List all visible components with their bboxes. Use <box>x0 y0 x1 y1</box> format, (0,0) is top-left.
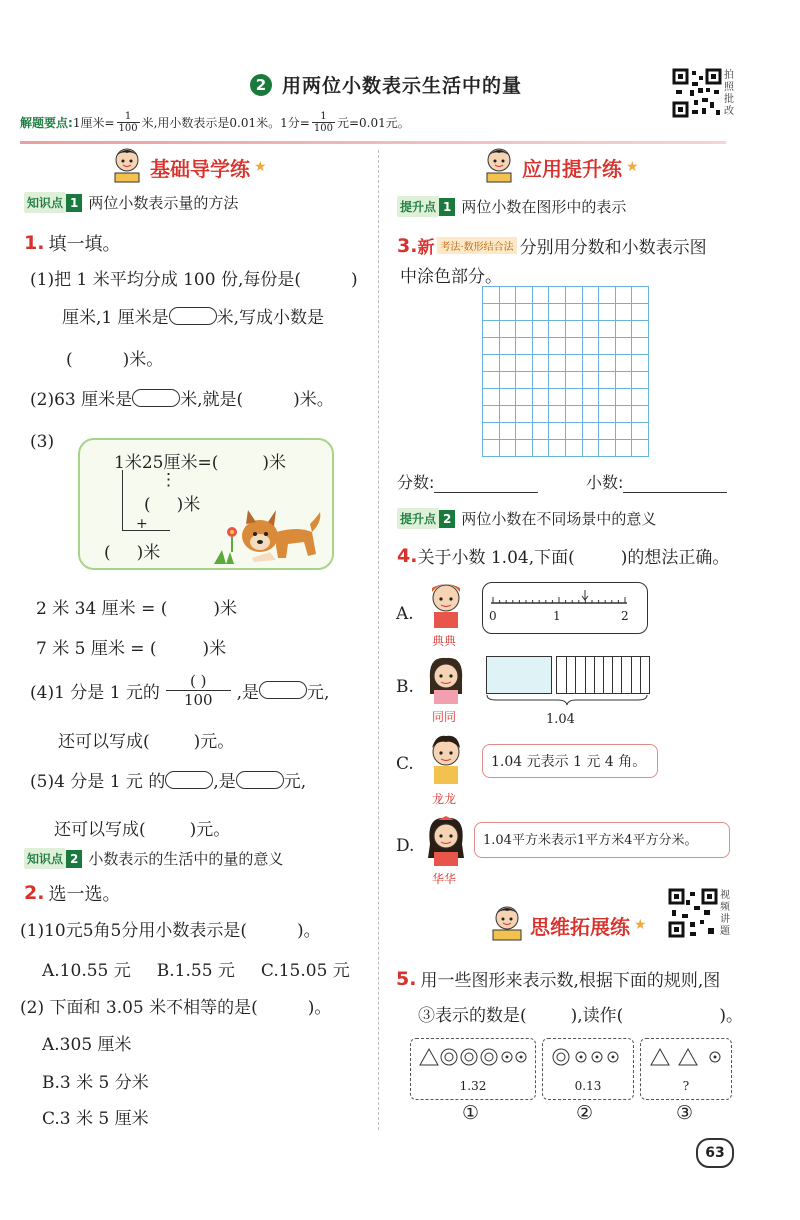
strip-line <box>585 657 586 693</box>
option-c[interactable]: C.3 米 5 厘米 <box>42 1109 149 1129</box>
question-text: 用一些图形来表示数,根据下面的规则,图 <box>420 971 721 991</box>
option-letter-c[interactable]: C. <box>396 754 414 774</box>
text: 1米25厘米=( <box>114 453 219 473</box>
grid-cell <box>515 354 533 372</box>
option-letter-a[interactable]: A. <box>396 604 414 624</box>
question-number: 2. <box>24 882 45 904</box>
grid-cell <box>548 371 566 389</box>
grid-cell <box>631 371 649 389</box>
tip-bar <box>20 104 720 140</box>
fraction-answer-box[interactable] <box>236 771 284 789</box>
kp-number: 2 <box>439 510 455 528</box>
shape-box-1 <box>410 1038 536 1100</box>
dog-illustration-icon <box>212 502 326 570</box>
q1-part5-line2 <box>54 815 230 840</box>
knowledge-point-2 <box>24 848 283 869</box>
q2-sub1-options <box>42 956 350 981</box>
grid-cell <box>565 354 583 372</box>
option-a[interactable]: A.10.55 元 <box>42 961 131 981</box>
fraction-denominator: 100 <box>166 690 231 709</box>
text: (1)10元5角5分用小数表示是( <box>20 921 247 941</box>
page-header <box>250 71 522 98</box>
fraction-1 <box>117 111 140 134</box>
text: )元。 <box>193 732 235 752</box>
brace-label: 1.04 <box>546 712 575 727</box>
text: )。 <box>296 921 321 941</box>
option-b[interactable]: B.3 米 5 分米 <box>42 1073 149 1093</box>
grid-cell <box>482 354 500 372</box>
qr-label: 拍照批改 <box>724 70 734 117</box>
grid-cell <box>631 337 649 355</box>
boy-avatar-icon <box>424 578 468 634</box>
divider <box>20 141 726 144</box>
grid-cell <box>548 388 566 406</box>
brace-icon <box>486 694 648 706</box>
kp-tag: 知识点 <box>24 192 66 213</box>
grid-cell <box>565 320 583 338</box>
section-title-extend: 思维拓展练 <box>530 914 630 939</box>
q3-answer-fraction <box>397 470 538 493</box>
grid-cell <box>631 388 649 406</box>
improve-point-1 <box>397 196 626 217</box>
question-5-line2 <box>418 1001 743 1026</box>
question-2-title <box>24 880 120 906</box>
text: 元, <box>283 772 307 792</box>
grid-cell <box>532 303 550 321</box>
grid-cell <box>499 320 517 338</box>
section-header-extend <box>490 904 647 946</box>
grid-cell <box>548 303 566 321</box>
grid-cell <box>598 286 616 304</box>
kp-text: 小数表示的生活中的量的意义 <box>88 850 284 868</box>
text: ) <box>351 270 358 290</box>
question-number: 3. <box>397 234 418 257</box>
text: (4)1 分是 1 元的 <box>30 682 160 703</box>
grid-cell <box>582 388 600 406</box>
grid-cell <box>548 405 566 423</box>
text: 米,就是( <box>180 390 244 410</box>
grid-cell <box>582 371 600 389</box>
q1-part2 <box>30 385 334 410</box>
strip-line <box>566 657 567 693</box>
q1-part3-label: (3) <box>30 432 55 452</box>
text: 2 米 34 厘米 = ( <box>36 599 168 619</box>
question-number: 1. <box>24 232 45 254</box>
text: 7 米 5 厘米 = ( <box>36 639 157 659</box>
fraction-answer[interactable] <box>166 672 231 709</box>
tick-label-1: 1 <box>553 609 561 623</box>
grid-cell <box>499 388 517 406</box>
fraction-answer-box[interactable] <box>259 681 307 699</box>
q2-sub1 <box>20 916 321 941</box>
bracket-line <box>122 470 123 530</box>
kp-number: 1 <box>439 198 455 216</box>
q3-answer-decimal <box>586 470 727 493</box>
option-letter-b[interactable]: B. <box>396 677 414 697</box>
circled-number-1: ① <box>462 1102 480 1124</box>
grid-cell <box>598 371 616 389</box>
grid-cell <box>515 337 533 355</box>
shape-box-3 <box>640 1038 732 1100</box>
section-header-basic <box>110 146 267 188</box>
grid-cell <box>515 303 533 321</box>
grid-cell <box>598 354 616 372</box>
grid-cell <box>548 354 566 372</box>
grid-cell <box>515 422 533 440</box>
shape-box-2 <box>542 1038 634 1100</box>
grid-cell <box>499 439 517 457</box>
speech-text: 1.04 元表示 1 元 4 角。 <box>491 754 647 770</box>
qr-label: 视频讲题 <box>720 890 730 937</box>
text: (2) 下面和 3.05 米不相等的是( <box>20 998 258 1018</box>
grid-cell <box>548 337 566 355</box>
strip-line <box>612 657 613 693</box>
grid-cell <box>615 388 633 406</box>
grid-cell <box>548 422 566 440</box>
q1-part1-line1 <box>30 265 358 290</box>
grid-cell <box>548 320 566 338</box>
grid-cell <box>499 405 517 423</box>
question-3-line2: 中涂色部分。 <box>400 267 502 287</box>
character-name: 华华 <box>432 872 457 886</box>
grid-cell <box>515 439 533 457</box>
grid-cell <box>598 320 616 338</box>
grid-cell <box>615 439 633 457</box>
grid-cell <box>565 371 583 389</box>
grid-cell <box>598 337 616 355</box>
grid-cell <box>582 439 600 457</box>
q1-part1-line2 <box>62 303 324 328</box>
question-1-title <box>24 230 120 256</box>
text: )米。 <box>293 390 334 410</box>
star-icon: ★ <box>254 159 267 175</box>
text: )米 <box>202 639 227 659</box>
text: )。 <box>719 1006 743 1026</box>
whole-square <box>486 656 552 694</box>
strip-line <box>640 657 641 693</box>
text: 还可以写成( <box>58 732 150 752</box>
fraction-denominator: 100 <box>313 122 333 134</box>
grid-cell <box>482 422 500 440</box>
grid-cell <box>532 354 550 372</box>
text: (2)63 厘米是 <box>30 390 133 410</box>
grid-cell <box>532 422 550 440</box>
grid-cell <box>598 405 616 423</box>
q2-sub2 <box>20 993 331 1018</box>
grid-cell <box>532 337 550 355</box>
lesson-badge: 2 <box>250 74 272 96</box>
tick-label-0: 0 <box>489 609 497 623</box>
kp-tag: 知识点 <box>24 848 66 869</box>
text: ③表示的数是( <box>418 1006 527 1026</box>
question-text: 选一选。 <box>48 884 121 905</box>
tip-text-3: 元=0.01元。 <box>336 115 410 130</box>
text: ( <box>144 495 151 515</box>
grid-cell <box>482 439 500 457</box>
conversion-diagram-box <box>78 438 334 570</box>
speech-bubble <box>474 822 730 858</box>
fraction-answer-box[interactable] <box>169 307 217 325</box>
text: ( <box>104 543 111 563</box>
text: 厘米,1 厘米是 <box>62 308 169 328</box>
grid-cell <box>532 388 550 406</box>
fraction-answer-box[interactable] <box>165 771 213 789</box>
grid-cell <box>631 439 649 457</box>
grid-cell <box>499 286 517 304</box>
strip-line <box>631 657 632 693</box>
grid-cell <box>482 303 500 321</box>
diagram-line2 <box>144 490 200 515</box>
tip-label: 解题要点: <box>20 115 73 130</box>
fraction-answer-box[interactable] <box>132 389 180 407</box>
grid-cell <box>499 354 517 372</box>
grid-cell <box>515 388 533 406</box>
strip-square <box>556 656 650 694</box>
tip-text-2: 米,用小数表示是0.01米。1分= <box>141 115 310 130</box>
option-a[interactable]: A.305 厘米 <box>42 1035 132 1055</box>
character-name: 龙龙 <box>432 792 457 806</box>
shape-value: 1.32 <box>459 1079 487 1093</box>
grid-cell <box>615 286 633 304</box>
grid-cell <box>582 286 600 304</box>
text: )米。 <box>122 350 164 370</box>
star-icon: ★ <box>634 917 647 933</box>
grid-cell <box>615 354 633 372</box>
kp-number: 2 <box>66 850 82 868</box>
text: )。 <box>307 998 332 1018</box>
text: 还可以写成( <box>54 820 146 840</box>
grid-cell <box>499 422 517 440</box>
grid-cell <box>582 303 600 321</box>
q1-part5-line1 <box>30 767 306 792</box>
character-name: 典典 <box>432 634 457 648</box>
text: 元, <box>306 682 330 703</box>
knowledge-point-1 <box>24 192 238 213</box>
grid-cell <box>482 337 500 355</box>
grid-cell <box>482 405 500 423</box>
number-line-box <box>482 582 648 634</box>
grid-cell <box>565 303 583 321</box>
text: ),读作( <box>570 1006 624 1026</box>
character-name: 同同 <box>432 710 457 724</box>
fraction-input[interactable] <box>434 474 538 493</box>
text: )米 <box>176 495 201 515</box>
grid-cell <box>631 422 649 440</box>
grid-cell <box>532 439 550 457</box>
speech-text: 1.04平方米表示1平方米4平方分米。 <box>483 833 698 848</box>
tip-text-1: 1厘米= <box>72 115 115 130</box>
dots: ⋮ <box>160 470 177 490</box>
section-title-basic: 基础导学练 <box>150 156 250 181</box>
grid-cell <box>631 286 649 304</box>
section-header-apply <box>482 146 639 188</box>
shape-value: ? <box>682 1079 690 1093</box>
kp-text: 两位小数在图形中的表示 <box>461 198 627 216</box>
question-text: 填一填。 <box>48 234 121 255</box>
grid-cell <box>631 354 649 372</box>
grid-cell <box>615 337 633 355</box>
strip-line <box>603 657 604 693</box>
page-number: 63 <box>696 1138 734 1168</box>
grid-cell <box>532 371 550 389</box>
grid-cell <box>565 422 583 440</box>
new-badge: 新 <box>417 238 435 258</box>
q1-part1-line3 <box>66 345 163 370</box>
grid-cell <box>615 320 633 338</box>
fraction-label: 分数: <box>397 473 435 492</box>
question-text: 分别用分数和小数表示图 <box>519 238 707 258</box>
kid-mascot-icon <box>490 904 524 946</box>
option-c[interactable]: C.15.05 元 <box>260 961 350 981</box>
girl-avatar-icon <box>424 654 468 710</box>
grid-cell <box>631 303 649 321</box>
grid-cell <box>631 405 649 423</box>
grid-cell <box>598 388 616 406</box>
section-title-apply: 应用提升练 <box>522 156 622 181</box>
grid-cell <box>532 286 550 304</box>
plus-sign: + <box>136 516 148 532</box>
text: )元。 <box>189 820 231 840</box>
grid-cell <box>532 405 550 423</box>
question-number: 4. <box>397 544 418 567</box>
strip-line <box>621 657 622 693</box>
grid-cell <box>482 371 500 389</box>
speech-bubble <box>482 744 658 778</box>
kid-mascot-icon <box>482 146 516 188</box>
text: 米,写成小数是 <box>216 308 325 328</box>
grid-cell <box>582 405 600 423</box>
grid-cell <box>615 371 633 389</box>
diagram-line1 <box>114 448 286 473</box>
fraction-numerator: ( ) <box>190 671 207 690</box>
q1-part3-eq2 <box>36 634 226 659</box>
kp-text: 两位小数表示量的方法 <box>88 194 239 212</box>
question-number: 5. <box>396 967 417 990</box>
star-icon: ★ <box>626 159 639 175</box>
grid-cell <box>615 303 633 321</box>
grid-cell <box>499 337 517 355</box>
qr-code-icon[interactable] <box>668 888 718 938</box>
kp-tag: 提升点 <box>397 508 439 529</box>
grid-cell <box>565 388 583 406</box>
q1-part4-line2 <box>58 727 234 752</box>
strip-line <box>594 657 595 693</box>
grid-cell <box>548 286 566 304</box>
decimal-input[interactable] <box>623 474 727 493</box>
kid-mascot-icon <box>110 146 144 188</box>
page-title: 用两位小数表示生活中的量 <box>282 75 523 97</box>
fraction-denominator: 100 <box>118 122 138 134</box>
fraction-2 <box>312 111 335 134</box>
grid-cell <box>499 371 517 389</box>
question-3-line1 <box>397 233 707 258</box>
shapes-icon <box>647 1045 727 1069</box>
grid-cell <box>582 422 600 440</box>
grid-cell <box>482 388 500 406</box>
grid-cell <box>515 320 533 338</box>
grid-cell <box>631 320 649 338</box>
shape-value: 0.13 <box>574 1079 602 1093</box>
girl2-avatar-icon <box>424 814 468 874</box>
method-tag: 考法·数形结合法 <box>437 237 516 254</box>
option-b[interactable]: B.1.55 元 <box>156 961 235 981</box>
grid-cell <box>515 371 533 389</box>
column-divider <box>378 150 379 1130</box>
grid-cell <box>582 354 600 372</box>
improve-point-2 <box>397 508 656 529</box>
shapes-icon <box>549 1045 629 1069</box>
grid-cell <box>582 337 600 355</box>
text: ,是 <box>213 772 236 792</box>
question-5-line1 <box>396 966 720 991</box>
q1-part3-eq1 <box>36 594 237 619</box>
grid-cell <box>598 439 616 457</box>
text: ( <box>66 350 73 370</box>
circled-number-3: ③ <box>676 1102 694 1124</box>
fraction-numerator: 1 <box>124 110 132 122</box>
tick-label-2: 2 <box>621 609 629 623</box>
grid-cell <box>499 303 517 321</box>
grid-cell <box>515 286 533 304</box>
diagram-line3 <box>104 538 160 563</box>
kp-number: 1 <box>66 194 82 212</box>
grid-cell <box>482 320 500 338</box>
strip-line <box>575 657 576 693</box>
q1-part4-line1 <box>30 668 329 712</box>
decimal-label: 小数: <box>586 473 624 492</box>
grid-cell <box>565 337 583 355</box>
text: (5)4 分是 1 元 的 <box>30 772 166 792</box>
fraction-numerator: 1 <box>320 110 327 122</box>
text: )的想法正确。 <box>620 548 730 568</box>
grid-cell <box>515 405 533 423</box>
text: (1)把 1 米平均分成 100 份,每份是( <box>30 270 301 290</box>
boy2-avatar-icon <box>424 732 468 792</box>
grid-cell <box>598 422 616 440</box>
text: ,是 <box>236 682 259 703</box>
grid-cell <box>532 320 550 338</box>
kp-text: 两位小数在不同场景中的意义 <box>461 510 657 528</box>
grid-cell <box>482 286 500 304</box>
grid-cell <box>565 439 583 457</box>
text: )米 <box>262 453 286 473</box>
kp-tag: 提升点 <box>397 196 439 217</box>
grid-cell <box>565 286 583 304</box>
text: )米 <box>213 599 237 619</box>
grid-cell <box>548 439 566 457</box>
grid-cell <box>615 405 633 423</box>
hundred-grid <box>482 286 648 456</box>
grid-cell <box>582 320 600 338</box>
text: )米 <box>136 543 161 563</box>
grid-cell <box>615 422 633 440</box>
grid-cell <box>598 303 616 321</box>
option-letter-d[interactable]: D. <box>396 836 415 856</box>
text: 关于小数 1.04,下面( <box>417 548 575 568</box>
shapes-icon <box>417 1045 531 1069</box>
question-4 <box>397 543 729 568</box>
circled-number-2: ② <box>576 1102 594 1124</box>
grid-cell <box>565 405 583 423</box>
